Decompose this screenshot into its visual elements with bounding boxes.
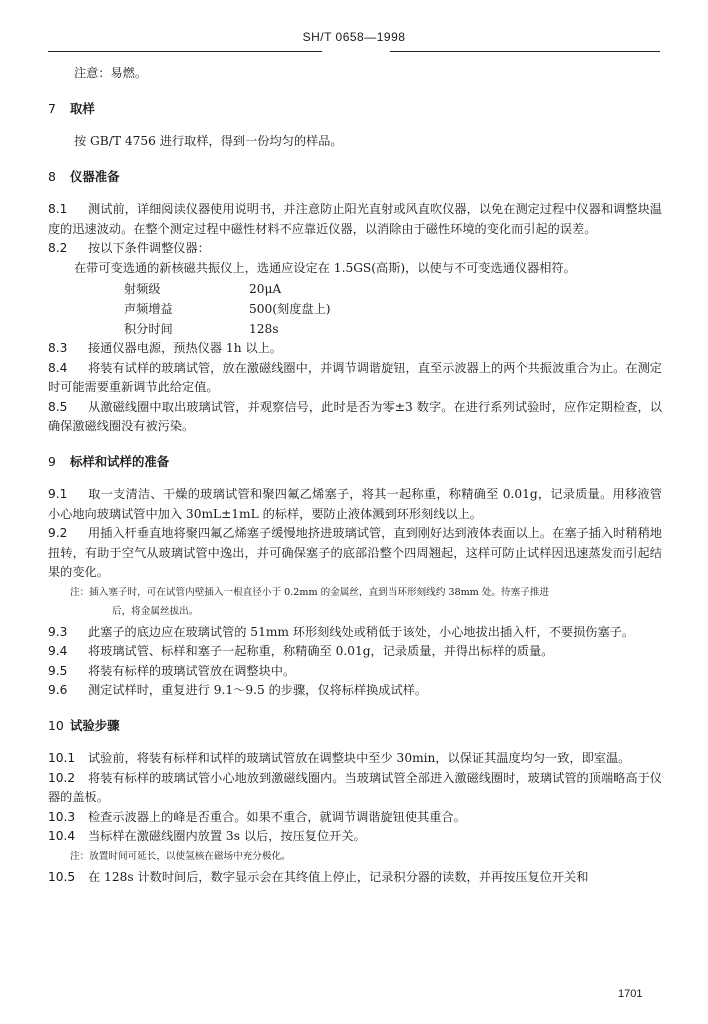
standard-code-header: SH/T 0658—1998 [302,30,406,44]
section-title: 试验步骤 [70,717,120,733]
setting-label: 射频级 [124,282,161,296]
note-9-2-continuation: 后，将金属丝拔出。 [112,605,199,617]
clause-number: 10.1 [48,751,76,765]
clause-10-5 [48,868,662,888]
note-9-2: 注：插入塞子时，可在试管内壁插入一根直径小于 0.2mm 的金属丝，直到当环形刻线约 38mm 处。待塞子推进 [70,586,549,598]
setting-value: 20μA [249,282,282,296]
clause-number: 9.6 [48,683,68,697]
section-heading-8 [48,167,662,187]
clause-text: 测定试样时，重复进行 9.1～9.5 的步骤，仅将标样换成试样。 [88,683,428,697]
clause-text: 将装有试样的玻璃试管，放在激磁线圈中，并调节调谐旋钮，直至示波器上的两个共振波重合为止。在测定时可能需要重新调节此给定值。 [48,360,662,394]
clause-8-3 [48,339,662,359]
setting-value: 500(刻度盘上) [249,302,331,316]
clause-8-1 [48,200,662,239]
section-title: 取样 [70,100,95,116]
section-number: 10 [48,717,64,733]
clause-number: 8.3 [48,341,68,355]
gate-setting-line: 在带可变选通的新核磁共振仪上，选通应设定在 1.5GS(高斯)，以使与不可变选通仪器相符。 [74,260,576,275]
settings-row [48,319,662,339]
clause-text: 在 128s 计数时间后，数字显示会在其终值上停止，记录积分器的读数，并再按压复位开关和 [88,869,589,884]
section-title: 标样和试样的准备 [70,453,170,469]
clause-number: 9.2 [48,526,68,540]
clause-number: 9.3 [48,624,68,639]
clause-number: 8.5 [48,399,68,414]
clause-text: 试验前，将装有标样和试样的玻璃试管放在调整块中至少 30min，以保证其温度均匀一致，即室温。 [88,751,631,765]
clause-text: 用插入杆垂直地将聚四氟乙烯塞子缓慢地挤进玻璃试管，直到刚好达到液体表面以上。在塞子插入时稍稍地扭转，有助于空气从玻璃试管中逸出，并可确保塞子的底部沿整个四周翘起，这样可防止试样因迅速蒸发而引起结果的变化。 [48,526,662,579]
section-heading-7 [48,99,662,119]
clause-8-2 [48,239,662,259]
header-rule-right [390,51,660,52]
clause-9-6 [48,681,662,701]
clause-text: 取一支清洁、干燥的玻璃试管和聚四氟乙烯塞子，将其一起称重，称精确至 0.01g，记录质量。用移液管小心地向玻璃试管中加入 30mL±1mL 的标样，要防止液体溅到环形刻线以上。 [48,487,662,521]
page-number: 1701 [618,988,643,1000]
clause-number: 10.3 [48,809,76,824]
clause-text: 从激磁线圈中取出玻璃试管，并观察信号，此时是否为零±3 数字。在进行系列试验时，应作定期检查，以确保激磁线圈没有被污染。 [48,399,662,433]
clause-text: 当标样在激磁线圈内放置 3s 以后，按压复位开关。 [88,829,366,843]
clause-10-3 [48,808,662,828]
section-title: 仪器准备 [70,168,120,184]
clause-text: 将玻璃试管、标样和塞子一起称重，称精确至 0.01g，记录质量，并得出标样的质量。 [88,644,554,658]
section-number: 9 [48,453,56,469]
clause-text: 将装有标样的玻璃试管小心地放到激磁线圈内。当玻璃试管全部进入激磁线圈时，玻璃试管的顶端略高于仪器的盖板。 [48,770,662,804]
document-body [48,64,662,887]
clause-text: 将装有标样的玻璃试管放在调整块中。 [88,663,296,678]
clause-number: 8.1 [48,202,68,216]
header-rule-left [48,51,322,52]
clause-text: 此塞子的底边应在玻璃试管的 51mm 环形刻线处或稍低于该处，小心地拔出插入杆，不要损伤塞子。 [88,624,635,639]
clause-9-2 [48,524,662,583]
settings-table [48,279,662,339]
section-heading-9 [48,452,662,472]
section-7-paragraph: 按 GB/T 4756 进行取样，得到一份均匀的样品。 [74,134,343,148]
clause-10-2 [48,769,662,808]
clause-number: 10.2 [48,770,76,785]
clause-8-4 [48,359,662,398]
section-number: 7 [48,100,56,116]
clause-text: 检查示波器上的峰是否重合。如果不重合，就调节调谐旋钮使其重合。 [88,809,466,824]
settings-row [48,279,662,299]
clause-number: 10.5 [48,869,76,884]
setting-value: 128s [249,322,279,336]
clause-8-5 [48,398,662,437]
section-heading-10 [48,716,662,736]
setting-label: 声频增益 [124,302,173,316]
note-10-4: 注：放置时间可延长，以使氢核在磁场中充分极化。 [70,850,291,862]
intro-note: 注意：易燃。 [74,66,148,80]
clause-9-4 [48,642,662,662]
clause-number: 8.4 [48,360,68,375]
settings-row [48,299,662,319]
clause-9-5 [48,662,662,682]
section-number: 8 [48,168,56,184]
clause-text: 接通仪器电源，预热仪器 1h 以上。 [88,341,282,355]
clause-number: 9.4 [48,644,68,658]
clause-number: 9.5 [48,663,68,678]
clause-10-1 [48,749,662,769]
clause-9-3 [48,623,662,643]
clause-number: 8.2 [48,241,68,255]
clause-text: 按以下条件调整仪器： [88,241,210,255]
clause-10-4 [48,827,662,847]
clause-number: 9.1 [48,487,68,501]
clause-text: 测试前，详细阅读仪器使用说明书，并注意防止阳光直射或风直吹仪器，以免在测定过程中仪器和调整块温度的迅速波动。在整个测定过程中磁性材料不应靠近仪器，以消除由于磁性环境的变化而引起的误差。 [48,202,662,236]
setting-label: 积分时间 [124,322,173,336]
clause-number: 10.4 [48,829,76,843]
clause-9-1 [48,485,662,524]
